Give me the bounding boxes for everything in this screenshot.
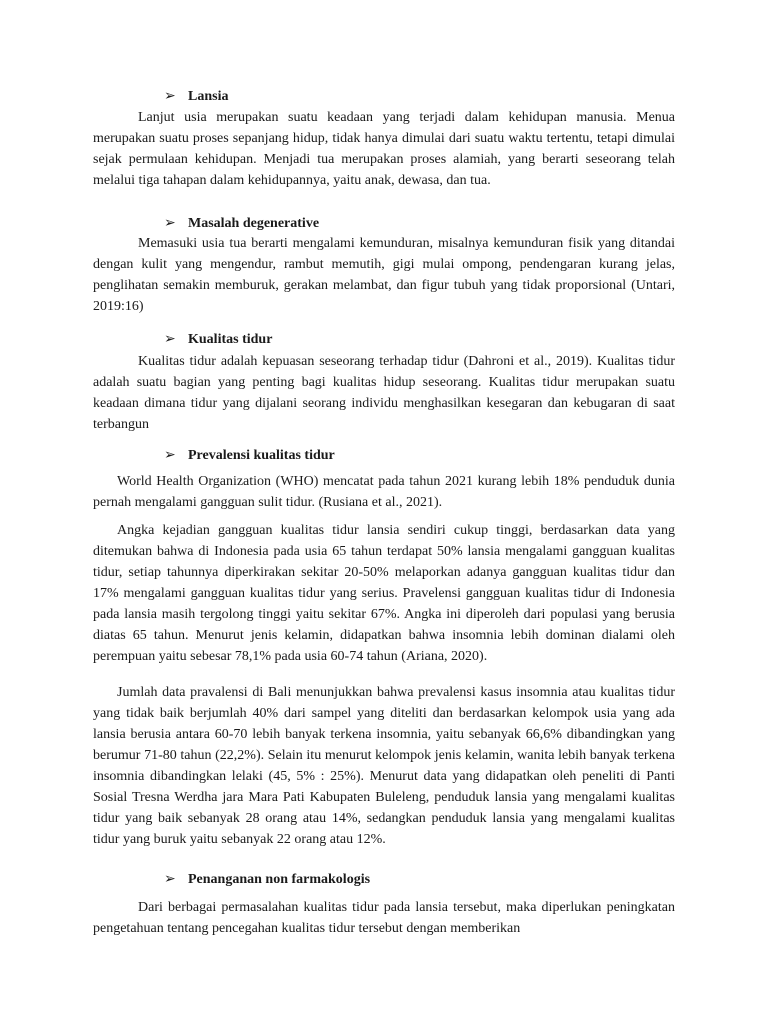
section-heading-masalah-degenerative [164,215,319,233]
arrow-bullet-icon: ➢ [164,872,176,887]
heading-text: Kualitas tidur [188,332,273,347]
heading-text: Penanganan non farmakologis [188,872,371,887]
arrow-bullet-icon: ➢ [164,216,176,231]
section-heading-lansia [164,88,228,106]
section-heading-kualitas-tidur [164,331,272,349]
arrow-bullet-icon: ➢ [164,89,176,104]
arrow-bullet-icon: ➢ [164,448,176,463]
paragraph: World Health Organization (WHO) mencatat pada tahun 2021 kurang lebih 18% penduduk dunia pernah mengalami gangguan sulit tidur. (Rusiana et al., 2021). [93,474,675,510]
heading-text: Prevalensi kualitas tidur [188,448,335,463]
heading-text: Lansia [188,89,229,104]
paragraph: Kualitas tidur adalah kepuasan seseorang terhadap tidur (Dahroni et al., 2019). Kualitas tidur adalah suatu bagian yang penting bagi kualitas hidup seseorang. Kualitas tidur merupakan suatu keadaan dimana tidur yang dijalani seorang individu menghasilkan kesegaran dan kebugaran di saat terbangun [93,354,675,432]
paragraph: Memasuki usia tua berarti mengalami kemunduran, misalnya kemunduran fisik yang ditandai dengan kulit yang mengendur, rambut memutih, gigi mulai ompong, pendengaran kurang jelas, penglihatan semakin memburuk, gerakan melambat, dan figur tubuh yang tidak proporsional (Untari, 2019:16) [93,236,675,314]
paragraph: Dari berbagai permasalahan kualitas tidur pada lansia tersebut, maka diperlukan peningkatan pengetahuan tentang pencegahan kualitas tidur tersebut dengan memberikan [93,900,675,936]
section-heading-penanganan [164,871,370,889]
paragraph: Angka kejadian gangguan kualitas tidur lansia sendiri cukup tinggi, berdasarkan data yang ditemukan bahwa di Indonesia pada usia 65 tahun terdapat 50% lansia mengalami gangguan kualitas tidur, setiap tahunnya diperkirakan sekitar 20-50% melaporkan adanya gangguan kualitas tidur dan 17% mengalami gangguan kualitas tidur yang serius. Pravelensi gangguan kualitas tidur di Indonesia pada lansia masih tergolong tinggi yaitu sekitar 67%. Angka ini diperoleh dari populasi yang berusia diatas 65 tahun. Menurut jenis kelamin, didapatkan bahwa insomnia lebih dominan dialami oleh perempuan yaitu sebesar 78,1% pada usia 60-74 tahun (Ariana, 2020). [93,523,675,664]
heading-text: Masalah degenerative [188,216,320,231]
paragraph: Jumlah data pravalensi di Bali menunjukkan bahwa prevalensi kasus insomnia atau kualitas tidur yang tidak baik berjumlah 40% dari sampel yang diteliti dan berdasarkan kelompok usia yang ada lansia berusia antara 60-70 lebih banyak terkena insomnia, yaitu sebanyak 66,6% dibandingkan yang berumur 71-80 tahun (22,2%). Selain itu menurut kelompok jenis kelamin, wanita lebih banyak terkena insomnia dibandingkan lelaki (45, 5% : 25%). Menurut data yang didapatkan oleh peneliti di Panti Sosial Tresna Werdha jara Mara Pati Kabupaten Buleleng, penduduk lansia yang mengalami kualitas tidur yang baik sebanyak 28 orang atau 14%, sedangkan penduduk lansia yang mengalami kualitas tidur yang buruk yaitu sebanyak 22 orang atau 12%. [93,685,675,847]
paragraph: Lanjut usia merupakan suatu keadaan yang terjadi dalam kehidupan manusia. Menua merupakan suatu proses sepanjang hidup, tidak hanya dimulai dari suatu waktu tertentu, tetapi dimulai sejak permulaan kehidupan. Menjadi tua merupakan proses alamiah, yang berarti seseorang telah melalui tiga tahapan dalam kehidupannya, yaitu anak, dewasa, dan tua. [93,110,675,188]
arrow-bullet-icon: ➢ [164,332,176,347]
section-heading-prevalensi [164,447,335,465]
